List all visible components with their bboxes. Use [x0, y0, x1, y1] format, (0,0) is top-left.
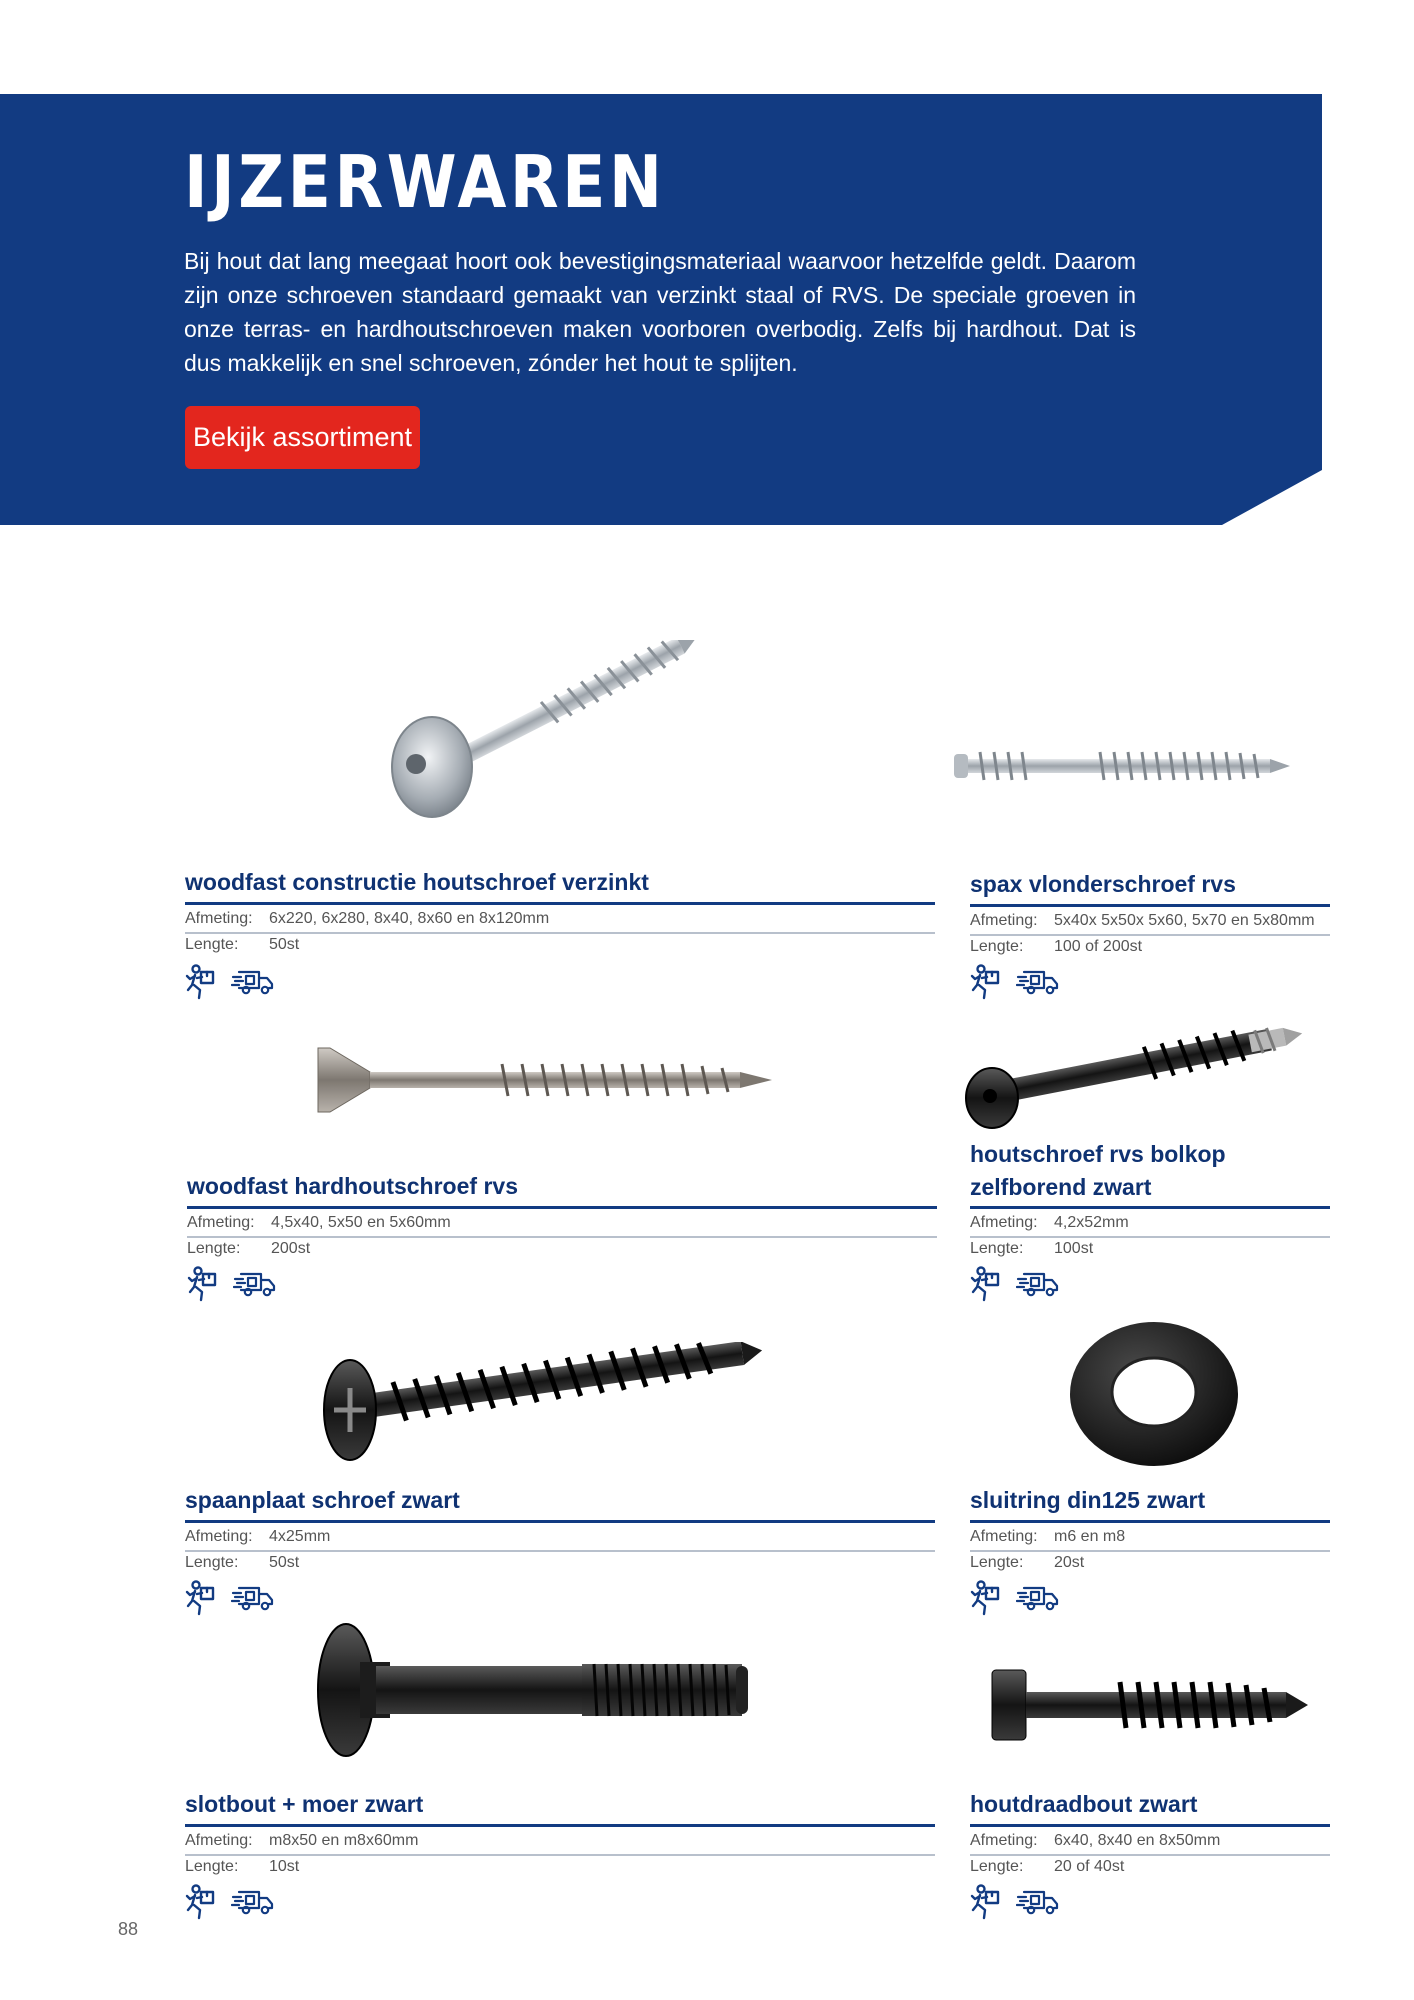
- service-icons: [970, 1580, 1060, 1616]
- service-icons: [970, 1266, 1060, 1302]
- chipboard-screw-image: [316, 1342, 776, 1462]
- spec-length: Lengte: 20 of 40st: [970, 1858, 1125, 1875]
- spec-length: Lengte: 50st: [185, 936, 300, 953]
- title-divider: [185, 1520, 935, 1523]
- product-title-line2: zelfborend zwart: [970, 1174, 1152, 1200]
- spec-divider: [970, 1854, 1330, 1856]
- lag-screw-image: [990, 1660, 1310, 1750]
- section-intro: Bij hout dat lang meegaat hoort ook bevestigingsmateriaal waarvoor hetzelfde geldt. Daarom zijn onze schroeven standaard gemaakt van verzinkt staal of RVS. De speciale groeven in onze terras- en hardhoutschroeven maken voorboren overbodig. Zelfs bij hardhout. Dat is dus makkelijk en snel schroeven, zónder het hout te splijten.: [184, 248, 1136, 376]
- delivery-truck-icon: [231, 968, 275, 996]
- title-divider: [185, 1824, 935, 1827]
- page-number: 88: [118, 1919, 139, 1939]
- washer-image: [1066, 1318, 1242, 1470]
- title-divider: [185, 902, 935, 905]
- delivery-truck-icon: [233, 1270, 277, 1298]
- service-icons: [970, 964, 1060, 1000]
- title-divider: [970, 1206, 1330, 1209]
- spec-length: Lengte: 50st: [185, 1554, 300, 1571]
- spec-length: Lengte: 100 of 200st: [970, 938, 1143, 955]
- carriage-bolt-image: [316, 1620, 756, 1760]
- spec-divider: [970, 1236, 1330, 1238]
- service-icons: [970, 1884, 1060, 1920]
- spec-size: Afmeting: 5x40x 5x50x 5x60, 5x70 en 5x80mm: [970, 912, 1315, 929]
- spec-divider: [185, 932, 935, 934]
- spec-size: Afmeting: m8x50 en m8x60mm: [185, 1832, 419, 1849]
- service-icons: [185, 1580, 275, 1616]
- construction-screw-image: [380, 640, 710, 830]
- title-divider: [970, 1520, 1330, 1523]
- spec-size: Afmeting: 6x40, 8x40 en 8x50mm: [970, 1832, 1221, 1849]
- pickup-person-icon: [185, 1884, 217, 1920]
- product-title: spax vlonderschroef rvs: [970, 871, 1236, 897]
- spec-length: Lengte: 20st: [970, 1554, 1085, 1571]
- spec-length: Lengte: 10st: [185, 1858, 300, 1875]
- delivery-truck-icon: [231, 1584, 275, 1612]
- section-title: IJZERWAREN: [184, 140, 666, 224]
- delivery-truck-icon: [1016, 968, 1060, 996]
- spec-divider: [970, 1550, 1330, 1552]
- spec-size: Afmeting: 4,2x52mm: [970, 1214, 1129, 1231]
- pickup-person-icon: [185, 964, 217, 1000]
- delivery-truck-icon: [231, 1888, 275, 1916]
- spec-divider: [970, 934, 1330, 936]
- spec-size: Afmeting: m6 en m8: [970, 1528, 1126, 1545]
- delivery-truck-icon: [1016, 1584, 1060, 1612]
- spec-divider: [185, 1550, 935, 1552]
- product-title: slotbout + moer zwart: [185, 1791, 424, 1817]
- product-title: spaanplaat schroef zwart: [185, 1487, 460, 1513]
- pickup-person-icon: [970, 1266, 1002, 1302]
- service-icons: [185, 964, 275, 1000]
- product-title-line1: houtschroef rvs bolkop: [970, 1141, 1226, 1167]
- pickup-person-icon: [970, 964, 1002, 1000]
- view-assortment-button[interactable]: Bekijk assortiment: [185, 406, 420, 469]
- delivery-truck-icon: [1016, 1270, 1060, 1298]
- title-divider: [970, 1824, 1330, 1827]
- pickup-person-icon: [970, 1884, 1002, 1920]
- pickup-person-icon: [970, 1580, 1002, 1616]
- product-title: woodfast hardhoutschroef rvs: [187, 1173, 518, 1199]
- product-title: sluitring din125 zwart: [970, 1487, 1206, 1513]
- spec-divider: [185, 1854, 935, 1856]
- title-divider: [187, 1206, 937, 1209]
- pickup-person-icon: [187, 1266, 219, 1302]
- title-divider: [970, 904, 1330, 907]
- spec-size: Afmeting: 4x25mm: [185, 1528, 331, 1545]
- pickup-person-icon: [185, 1580, 217, 1616]
- service-icons: [187, 1266, 277, 1302]
- spec-size: Afmeting: 6x220, 6x280, 8x40, 8x60 en 8x120mm: [185, 910, 550, 927]
- product-title: houtdraadbout zwart: [970, 1791, 1198, 1817]
- spec-size: Afmeting: 4,5x40, 5x50 en 5x60mm: [187, 1214, 451, 1231]
- delivery-truck-icon: [1016, 1888, 1060, 1916]
- service-icons: [185, 1884, 275, 1920]
- pan-head-screw-image: [960, 1020, 1320, 1130]
- spec-length: Lengte: 100st: [970, 1240, 1094, 1257]
- hardwood-screw-image: [312, 1040, 782, 1120]
- spec-divider: [187, 1236, 937, 1238]
- decking-screw-image: [950, 742, 1300, 792]
- product-title: woodfast constructie houtschroef verzinkt: [185, 869, 649, 895]
- spec-length: Lengte: 200st: [187, 1240, 311, 1257]
